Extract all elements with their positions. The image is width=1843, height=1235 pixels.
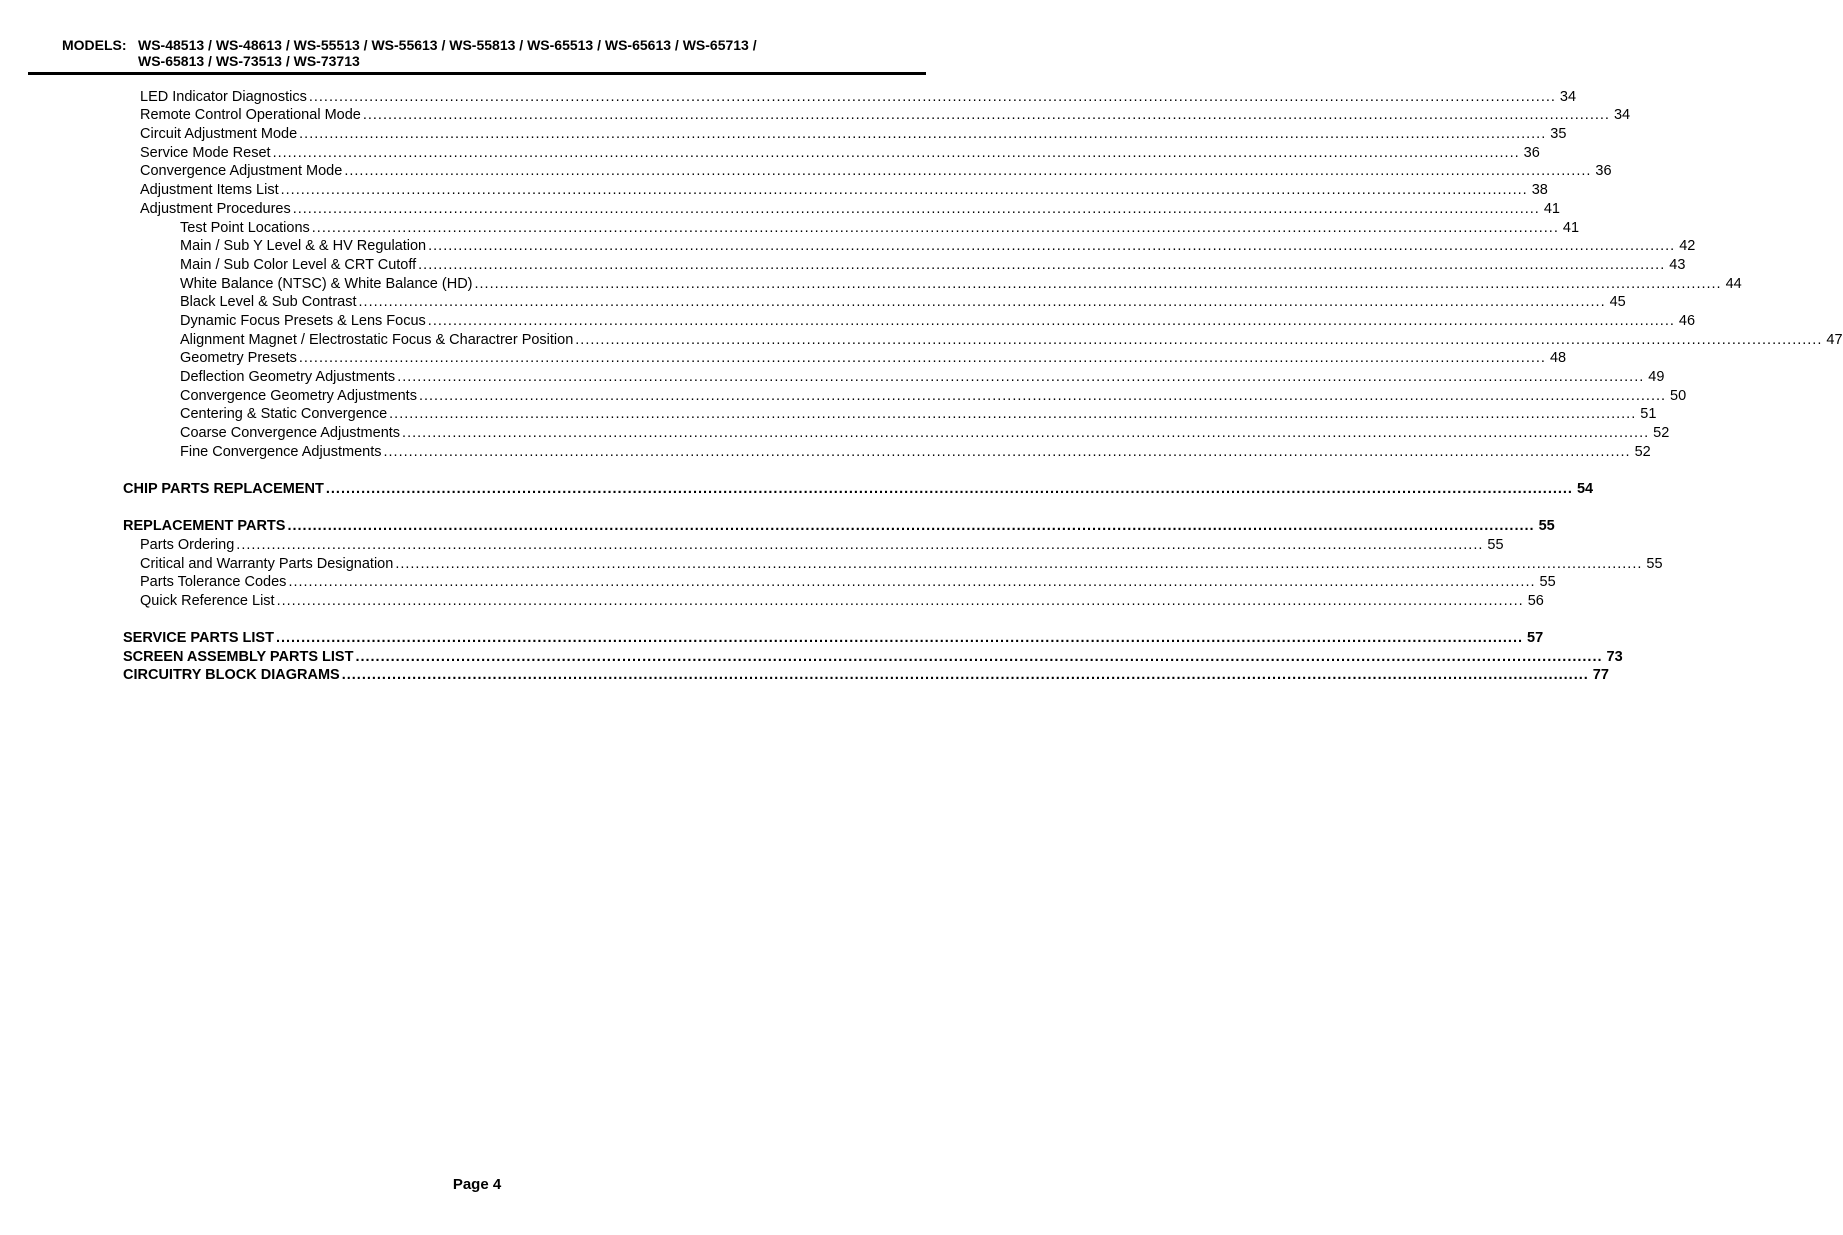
toc-entry-title: Coarse Convergence Adjustments bbox=[180, 425, 401, 442]
dot-leader bbox=[293, 201, 1540, 217]
toc-entry-page: 41 bbox=[1562, 219, 1580, 236]
toc-entry-title: Alignment Magnet / Electrostatic Focus & Charactrer Position bbox=[180, 331, 574, 348]
dot-leader bbox=[277, 593, 1524, 609]
dot-leader bbox=[342, 667, 1589, 683]
toc-entry-page: 41 bbox=[1543, 200, 1560, 217]
toc-entry bbox=[0, 86, 1577, 105]
dot-leader bbox=[312, 220, 1559, 236]
toc-entry-title: Quick Reference List bbox=[140, 592, 275, 609]
toc-entry-title: Parts Tolerance Codes bbox=[140, 574, 287, 591]
toc-entry bbox=[0, 236, 1696, 255]
toc-entry-page: 43 bbox=[1669, 256, 1686, 273]
toc-entry bbox=[0, 310, 1696, 329]
dot-leader bbox=[389, 406, 1636, 422]
dot-leader bbox=[397, 369, 1644, 385]
toc-entry bbox=[0, 142, 1540, 161]
toc-entry-page: 34 bbox=[1559, 88, 1577, 105]
toc-entry-title: Test Point Locations bbox=[180, 219, 310, 236]
dot-leader bbox=[309, 89, 1556, 105]
dot-leader bbox=[419, 388, 1666, 404]
toc-entry bbox=[0, 404, 1657, 423]
toc-entry-title: Black Level & Sub Contrast bbox=[180, 294, 357, 311]
toc-entry-page: 55 bbox=[1538, 518, 1555, 535]
toc-entry-title: SCREEN ASSEMBLY PARTS LIST bbox=[123, 648, 354, 665]
toc-entry-title: LED Indicator Diagnostics bbox=[140, 88, 307, 105]
toc-entry-title: Adjustment Procedures bbox=[140, 200, 291, 217]
toc-entry-title: Centering & Static Convergence bbox=[180, 406, 388, 423]
section-gap bbox=[0, 460, 954, 479]
section-gap bbox=[0, 609, 954, 628]
toc-entry-page: 36 bbox=[1523, 144, 1540, 161]
dot-leader bbox=[236, 537, 1483, 553]
toc-entry-title: Dynamic Focus Presets & Lens Focus bbox=[180, 312, 426, 329]
toc-entry-title: Geometry Presets bbox=[180, 350, 297, 367]
dot-leader bbox=[359, 294, 1606, 310]
toc-entry bbox=[0, 441, 1651, 460]
toc-entry-page: 48 bbox=[1549, 350, 1567, 367]
toc-entry-title: Fine Convergence Adjustments bbox=[180, 443, 382, 460]
toc-entry bbox=[0, 292, 1626, 311]
toc-entry-page: 49 bbox=[1648, 369, 1665, 385]
models-header bbox=[62, 37, 757, 69]
dot-leader bbox=[428, 238, 1675, 254]
models-list-1: WS-48513 / WS-48613 / WS-55513 / WS-55613 / WS-55813 / WS-65513 / WS-65613 / WS-65713 / bbox=[138, 37, 757, 53]
toc-entry-page: 38 bbox=[1531, 182, 1548, 199]
toc-entry-page: 55 bbox=[1646, 555, 1663, 572]
toc-entry-page: 42 bbox=[1679, 238, 1696, 255]
toc-entry-page: 73 bbox=[1606, 648, 1623, 665]
toc-entry bbox=[0, 123, 1567, 143]
toc-entry-title: CHIP PARTS REPLACEMENT bbox=[123, 480, 324, 497]
toc-entry bbox=[0, 105, 1631, 124]
toc-entry-title: Service Mode Reset bbox=[140, 144, 271, 161]
toc-entry bbox=[0, 273, 1742, 292]
dot-leader bbox=[276, 630, 1523, 646]
toc-entry bbox=[0, 179, 1548, 199]
toc-entry-page: 35 bbox=[1550, 126, 1567, 143]
toc-section-entry bbox=[0, 478, 1594, 497]
toc-entry-page: 45 bbox=[1609, 294, 1626, 311]
dot-leader bbox=[299, 350, 1546, 366]
models-label: MODELS: bbox=[62, 37, 127, 53]
toc-entry-title: REPLACEMENT PARTS bbox=[123, 518, 286, 535]
dot-leader bbox=[273, 145, 1520, 161]
models-line-1 bbox=[62, 37, 757, 53]
toc-entry bbox=[0, 254, 1686, 273]
toc-entry-title: Deflection Geometry Adjustments bbox=[180, 369, 396, 385]
dot-leader bbox=[395, 556, 1642, 572]
toc-section-entry bbox=[0, 515, 1555, 535]
toc-entry bbox=[0, 329, 1843, 348]
toc-entry bbox=[0, 348, 1567, 367]
toc-entry-title: Convergence Adjustment Mode bbox=[140, 163, 343, 180]
dot-leader bbox=[344, 163, 1591, 179]
dot-leader bbox=[418, 257, 1665, 273]
dot-leader bbox=[402, 425, 1649, 441]
dot-leader bbox=[355, 649, 1602, 665]
toc-entry bbox=[0, 572, 1556, 591]
dot-leader bbox=[288, 574, 1535, 590]
dot-leader bbox=[428, 313, 1675, 329]
dot-leader bbox=[475, 276, 1722, 292]
toc-entry-page: 52 bbox=[1634, 443, 1651, 460]
toc-entry-page: 46 bbox=[1678, 312, 1696, 329]
toc-entry-title: SERVICE PARTS LIST bbox=[123, 630, 274, 647]
toc-entry-page: 52 bbox=[1653, 425, 1670, 442]
toc-entry bbox=[0, 198, 1560, 217]
dot-leader bbox=[575, 332, 1822, 348]
toc-entry-page: 56 bbox=[1527, 592, 1544, 609]
toc-entry-page: 77 bbox=[1592, 667, 1609, 684]
toc-entry-page: 34 bbox=[1613, 107, 1631, 124]
toc-entry bbox=[0, 385, 1687, 404]
toc-entry-page: 57 bbox=[1527, 630, 1544, 647]
toc-entry-page: 44 bbox=[1725, 275, 1742, 292]
header-rule bbox=[28, 72, 926, 75]
toc-entry-title: Circuit Adjustment Mode bbox=[140, 126, 298, 143]
table-of-contents bbox=[0, 86, 1843, 684]
toc-entry-title: Main / Sub Y Level & & HV Regulation bbox=[180, 238, 427, 255]
toc-entry bbox=[0, 534, 1504, 553]
toc-entry-title: Remote Control Operational Mode bbox=[140, 107, 361, 124]
dot-leader bbox=[299, 126, 1546, 142]
toc-entry bbox=[0, 590, 1544, 609]
toc-entry bbox=[0, 217, 1580, 236]
dot-leader bbox=[384, 444, 1631, 460]
toc-section-entry bbox=[0, 627, 1544, 647]
toc-entry-page: 51 bbox=[1640, 406, 1657, 423]
toc-entry-title: Main / Sub Color Level & CRT Cutoff bbox=[180, 256, 417, 273]
models-list-2: WS-65813 / WS-73513 / WS-73713 bbox=[138, 53, 360, 69]
toc-entry bbox=[0, 366, 1665, 385]
section-gap bbox=[0, 497, 954, 516]
toc-entry bbox=[0, 161, 1612, 180]
toc-entry-page: 55 bbox=[1487, 536, 1504, 553]
page-number: Page 4 bbox=[452, 1176, 502, 1193]
toc-section-entry bbox=[0, 646, 1623, 665]
toc-entry-title: Parts Ordering bbox=[140, 536, 235, 553]
toc-entry bbox=[0, 553, 1663, 572]
dot-leader bbox=[281, 182, 1528, 198]
dot-leader bbox=[287, 518, 1534, 534]
toc-entry-page: 54 bbox=[1576, 480, 1594, 497]
toc-entry-page: 36 bbox=[1595, 163, 1612, 180]
toc-entry-title: Convergence Geometry Adjustments bbox=[180, 387, 417, 404]
toc-section-entry bbox=[0, 665, 1609, 684]
toc-entry-page: 55 bbox=[1539, 574, 1556, 591]
toc-entry-title: White Balance (NTSC) & White Balance (HD) bbox=[180, 275, 473, 292]
toc-entry-title: Critical and Warranty Parts Designation bbox=[140, 555, 394, 572]
dot-leader bbox=[363, 107, 1610, 123]
toc-entry-page: 50 bbox=[1670, 387, 1687, 404]
toc-entry-page: 47 bbox=[1826, 331, 1843, 348]
dot-leader bbox=[326, 481, 1573, 497]
toc-entry-title: CIRCUITRY BLOCK DIAGRAMS bbox=[123, 667, 340, 684]
toc-entry-title: Adjustment Items List bbox=[140, 182, 279, 199]
toc-entry bbox=[0, 422, 1670, 442]
